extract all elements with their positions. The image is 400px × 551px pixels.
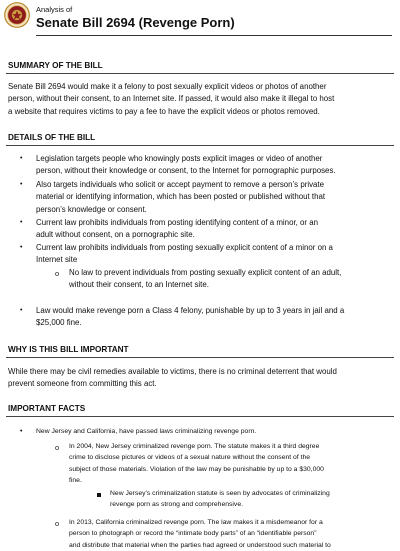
details-heading: DETAILS OF THE BILL — [8, 133, 96, 142]
text-line: person to photograph or record the “intimate body parts” of an “identifiable person” — [69, 530, 317, 538]
square-bullet-icon — [97, 493, 101, 497]
text-line: person, without their knowledge or consent, to the Internet for pornographic purposes. — [36, 166, 336, 176]
bullet-icon: • — [20, 219, 23, 226]
text-line: New Jersey and California, have passed laws criminalizing revenge porn. — [36, 428, 257, 435]
section-divider — [6, 73, 394, 74]
summary-heading: SUMMARY OF THE BILL — [8, 61, 103, 70]
bullet-icon: • — [20, 181, 23, 188]
text-line: Senate Bill 2694 would make it a felony to post sexually explicit videos or photos of another — [8, 82, 327, 91]
text-line: Current law prohibits individuals from posting identifying content of a minor, or an — [36, 218, 319, 227]
text-line: material or identifying information, which has been posted or published without that — [36, 192, 326, 202]
document-title: Senate Bill 2694 (Revenge Porn) — [36, 15, 235, 30]
facts-california — [69, 517, 331, 551]
text-line: and distribute that material when the parties had agreed or understood such material to — [69, 541, 331, 549]
section-divider — [6, 416, 394, 417]
text-line: Internet site — [36, 255, 78, 265]
document-kicker: Analysis of — [36, 5, 73, 14]
text-line: $25,000 fine. — [36, 318, 82, 328]
text-line: person, without their consent, to an Internet site. If passed, it would also make it illegal to host — [8, 94, 335, 104]
sub-bullet-icon: o — [55, 269, 60, 278]
text-line: Current law prohibits individuals from posting sexually explicit content of a minor on a — [36, 243, 333, 252]
text-line: In 2004, New Jersey criminalized revenge porn. The statute makes it a third degree — [69, 443, 320, 450]
text-line: subject of those materials. Violation of the law may be punishable by up to a $30,000 — [69, 465, 324, 473]
facts-heading: IMPORTANT FACTS — [8, 404, 86, 413]
text-line: Law would make revenge porn a Class 4 felony, punishable by up to 3 years in jail and a — [36, 306, 345, 315]
text-line: New Jersey’s criminalization statute is seen by advocates of criminalizing — [110, 490, 330, 497]
facts-new-jersey-sub — [110, 488, 330, 511]
facts-new-jersey — [69, 441, 324, 487]
bullet-icon: • — [20, 155, 23, 162]
text-line: prevent someone from committing this act. — [8, 379, 157, 389]
text-line: No law to prevent individuals from posting sexually explicit content of an adult, — [69, 268, 342, 277]
why-heading: WHY IS THIS BILL IMPORTANT — [8, 345, 129, 354]
text-line: Legislation targets people who knowingly posts explicit images or video of another — [36, 154, 323, 163]
details-item-2 — [36, 179, 325, 216]
text-line: person’s knowledge or consent. — [36, 204, 147, 214]
details-item-1 — [36, 153, 336, 178]
details-item-4 — [36, 242, 333, 267]
summary-paragraph — [8, 81, 392, 118]
bullet-icon: • — [20, 307, 23, 314]
text-line: crime to disclose pictures or videos of a sexual nature without the consent of the — [69, 454, 311, 462]
title-underline — [36, 35, 392, 36]
section-divider — [6, 357, 394, 358]
text-line: revenge porn as strong and comprehensive. — [110, 501, 243, 509]
text-line: fine. — [69, 477, 82, 485]
bullet-icon: • — [20, 428, 23, 435]
sub-bullet-icon: o — [55, 443, 60, 452]
details-item-3 — [36, 217, 318, 242]
facts-item-1 — [36, 426, 256, 437]
state-seal-logo — [4, 2, 30, 28]
why-paragraph — [8, 366, 392, 391]
text-line: In 2013, California criminalized revenge porn. The law makes it a misdemeanor for a — [69, 519, 323, 526]
sub-bullet-icon: o — [55, 519, 60, 528]
text-line: While there may be civil remedies available to victims, there is no criminal deterrent that would — [8, 367, 337, 376]
text-line: a website that requires victims to pay a fee to have the explicit videos or photos removed. — [8, 106, 320, 116]
details-item-5 — [36, 305, 344, 330]
text-line: without their consent, to an Internet site. — [69, 280, 209, 290]
details-subitem — [69, 267, 341, 292]
text-line: Also targets individuals who solicit or accept payment to remove a person’s private — [36, 180, 325, 189]
section-divider — [6, 145, 394, 146]
text-line: adult without consent, on a pornographic site. — [36, 230, 195, 240]
bullet-icon: • — [20, 244, 23, 251]
